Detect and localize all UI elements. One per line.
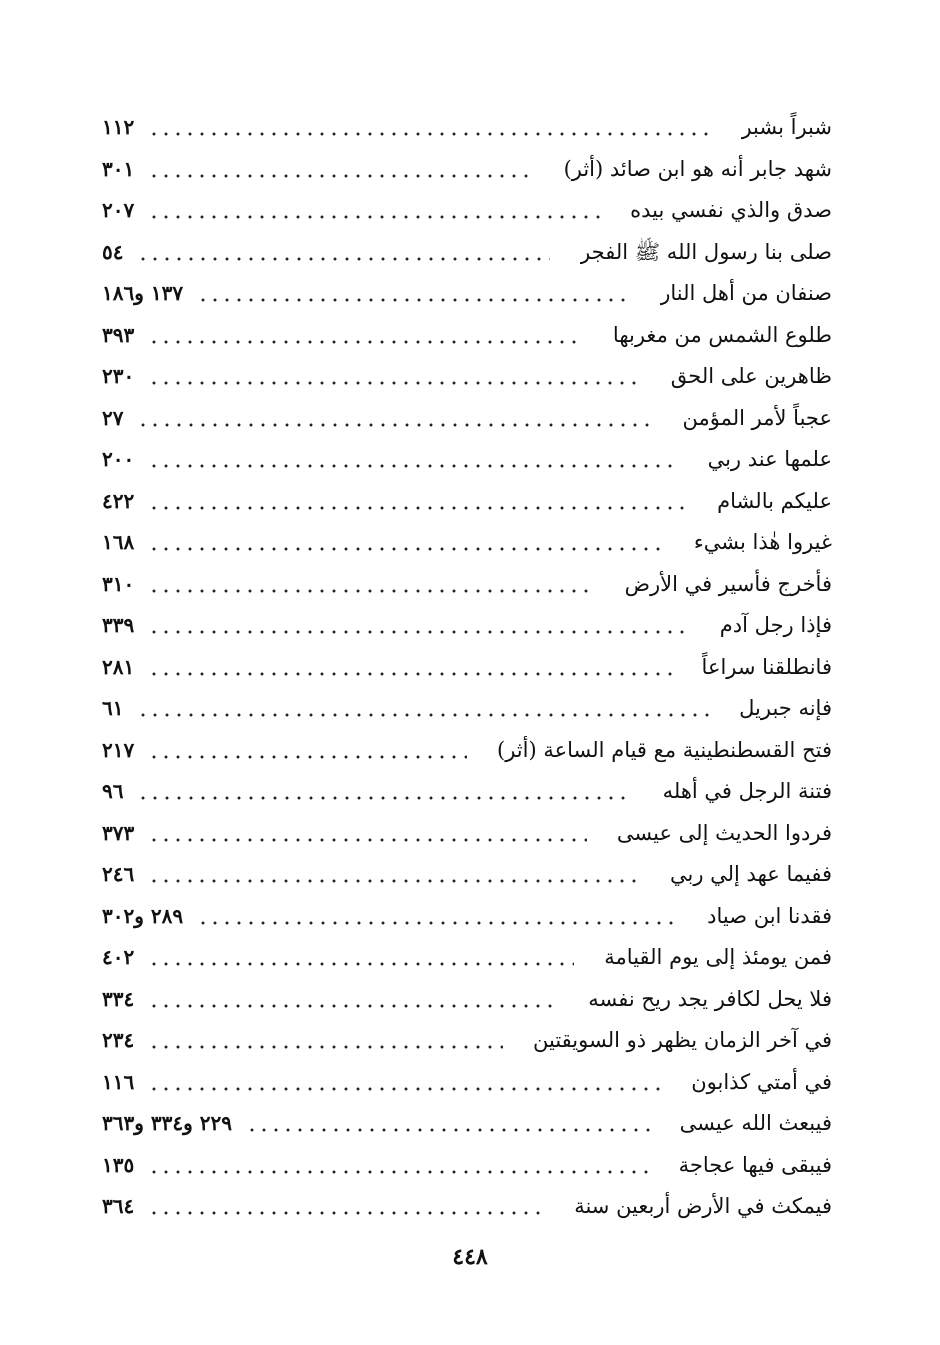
entry-page-refs: ٢٠٧ <box>100 195 140 225</box>
index-entry <box>100 521 832 563</box>
entry-page-refs: ٢٢٩ و٣٣٤ و٣٦٣ <box>100 1108 238 1138</box>
index-entry <box>100 1144 832 1186</box>
index-entry <box>100 1102 832 1144</box>
entry-title: في آخر الزمان يظهر ذو السويقتين <box>533 1028 832 1052</box>
dot-leader <box>148 1211 544 1215</box>
entry-page-refs: ٢٣٤ <box>100 1025 140 1055</box>
entry-title: فإنه جبريل <box>739 696 832 720</box>
index-entry <box>100 272 832 314</box>
index-entry <box>100 355 832 397</box>
entry-page-refs: ١٦٨ <box>100 527 140 557</box>
dot-leader <box>197 298 630 302</box>
entry-page-refs: ٥٤ <box>100 237 129 267</box>
index-entry <box>100 231 832 273</box>
dot-leader <box>148 630 690 634</box>
index-entry <box>100 853 832 895</box>
entry-title: فإذا رجل آدم <box>719 613 832 637</box>
entry-title: فتنة الرجل في أهله <box>662 779 832 803</box>
entry-title: عجباً لأمر المؤمن <box>682 405 832 430</box>
dot-leader <box>137 713 709 717</box>
entry-page-refs: ٤٠٢ <box>100 942 140 972</box>
entry-page-refs: ٣٧٣ <box>100 818 140 848</box>
entry-page-refs: ٣٦٤ <box>100 1191 140 1221</box>
entry-title: غيروا هٰذا بشيء <box>693 530 832 554</box>
entry-page-refs: ٣٣٤ <box>100 984 140 1014</box>
index-entry <box>100 106 832 148</box>
dot-leader <box>148 589 595 593</box>
dot-leader <box>148 340 583 344</box>
entry-title: فتح القسطنطينية مع قيام الساعة (أثر) <box>497 737 832 762</box>
entry-page-refs: ٣٠١ <box>100 154 140 184</box>
entry-page-refs: ٣١٠ <box>100 569 140 599</box>
entry-page-refs: ٢٤٦ <box>100 859 140 889</box>
entry-title: فردوا الحديث إلى عيسى <box>616 820 832 845</box>
index-entry <box>100 1019 832 1061</box>
entry-title: طلوع الشمس من مغربها <box>612 322 832 347</box>
dot-leader <box>197 921 677 925</box>
dot-leader <box>148 672 672 676</box>
dot-leader <box>148 464 678 468</box>
entry-title: ظاهرين على الحق <box>670 364 832 388</box>
entry-page-refs: ٤٢٢ <box>100 486 140 516</box>
dot-leader <box>148 1170 649 1174</box>
index-entry <box>100 729 832 771</box>
index-entry <box>100 148 832 190</box>
dot-leader <box>148 1004 558 1008</box>
dot-leader <box>148 215 600 219</box>
index-entry <box>100 687 832 729</box>
page-number: ٤٤٨ <box>452 1244 488 1270</box>
entry-title: صلى بنا رسول الله ﷺ الفجر <box>580 239 832 264</box>
entry-page-refs: ٢٣٠ <box>100 361 140 391</box>
dot-leader <box>137 796 633 800</box>
index-entry <box>100 604 832 646</box>
entry-title: فيمكث في الأرض أربعين سنة <box>574 1194 832 1218</box>
dot-leader <box>148 547 664 551</box>
entry-title: شهد جابر أنه هو ابن صائد (أثر) <box>563 156 832 181</box>
index-entry <box>100 770 832 812</box>
index-entry <box>100 978 832 1020</box>
index-entry <box>100 1185 832 1227</box>
entry-title: فيبقى فيها عجاجة <box>678 1152 832 1177</box>
entry-title: شبراً بشبر <box>741 115 832 139</box>
entry-title: ففيما عهد إلي ربي <box>669 862 832 886</box>
dot-leader <box>246 1128 650 1132</box>
entry-page-refs: ٢٨٩ و٣٠٢ <box>100 901 189 931</box>
index-entry <box>100 480 832 522</box>
dot-leader <box>148 962 574 966</box>
dot-leader <box>148 132 711 136</box>
entry-page-refs: ٩٦ <box>100 776 129 806</box>
dot-leader <box>148 838 587 842</box>
entry-page-refs: ٣٩٣ <box>100 320 140 350</box>
dot-leader <box>137 423 653 427</box>
entry-title: صنفان من أهل النار <box>660 281 832 305</box>
index-entry <box>100 397 832 439</box>
index-entry <box>100 189 832 231</box>
index-entry <box>100 936 832 978</box>
dot-leader <box>148 1045 503 1049</box>
entry-page-refs: ٢٨١ <box>100 652 140 682</box>
dot-leader <box>148 506 687 510</box>
index-entry <box>100 563 832 605</box>
entry-page-refs: ١٣٧ و١٨٦ <box>100 278 189 308</box>
index-entry <box>100 1061 832 1103</box>
dot-leader <box>148 381 641 385</box>
entry-title: فيبعث الله عيسى <box>679 1111 832 1135</box>
index-entry <box>100 646 832 688</box>
entry-page-refs: ٦١ <box>100 693 129 723</box>
entry-title: فقدنا ابن صياد <box>707 903 832 928</box>
entry-title: فلا يحل لكافر يجد ريح نفسه <box>588 986 832 1011</box>
entry-title: عليكم بالشام <box>717 488 832 513</box>
entry-title: فأخرج فأسير في الأرض <box>624 571 832 596</box>
dot-leader <box>148 879 640 883</box>
index-entry <box>100 895 832 937</box>
index-entry <box>100 812 832 854</box>
dot-leader <box>148 174 534 178</box>
dot-leader <box>148 1087 661 1091</box>
dot-leader <box>137 257 550 261</box>
entry-page-refs: ١١٢ <box>100 112 140 142</box>
hadith-index-list <box>100 106 832 1227</box>
index-entry <box>100 314 832 356</box>
entry-page-refs: ٣٣٩ <box>100 610 140 640</box>
dot-leader <box>148 755 467 759</box>
entry-page-refs: ٢١٧ <box>100 735 140 765</box>
index-entry <box>100 438 832 480</box>
entry-page-refs: ٢٠٠ <box>100 444 140 474</box>
entry-title: فمن يومئذ إلى يوم القيامة <box>604 945 832 969</box>
entry-title: في أمتي كذابون <box>691 1069 832 1094</box>
entry-title: علمها عند ربي <box>707 447 832 471</box>
entry-title: فانطلقنا سراعاً <box>701 654 832 679</box>
entry-page-refs: ٢٧ <box>100 403 129 433</box>
entry-title: صدق والذي نفسي بيده <box>630 198 832 222</box>
entry-page-refs: ١١٦ <box>100 1067 140 1097</box>
entry-page-refs: ١٣٥ <box>100 1150 140 1180</box>
